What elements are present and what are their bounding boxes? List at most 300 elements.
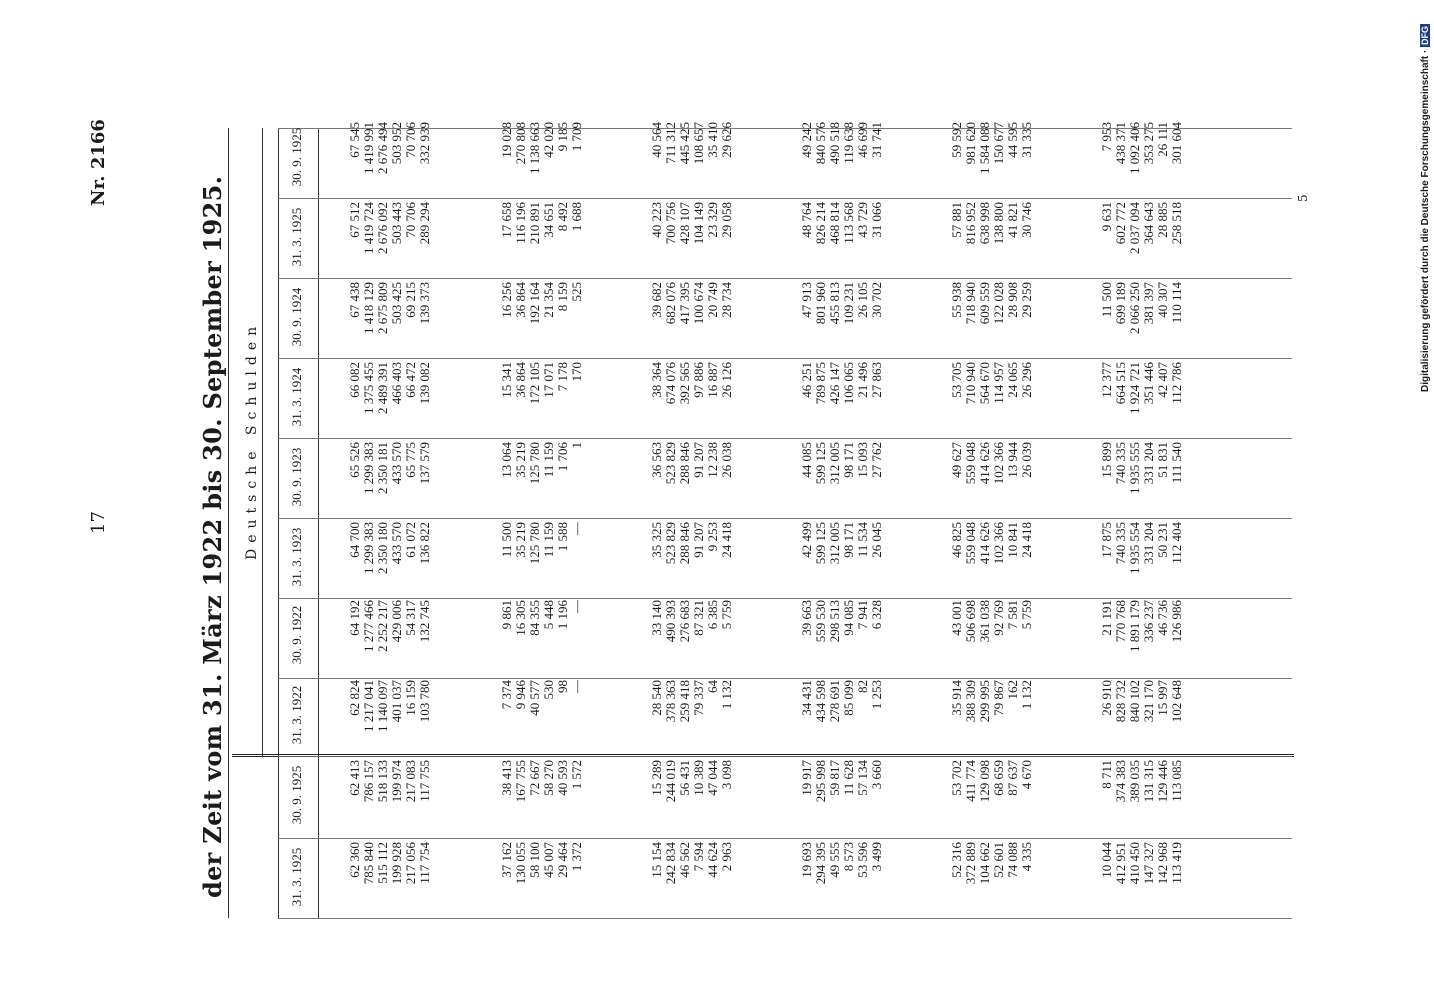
table-cell: 113 419 xyxy=(1169,842,1184,884)
table-cell: 53 596 xyxy=(855,842,870,878)
table-cell: 11 159 xyxy=(541,522,556,558)
table-cell: 100 674 xyxy=(691,282,706,325)
table-cell: 7 581 xyxy=(1005,600,1020,630)
table-cell: 87 637 xyxy=(1005,760,1020,796)
table-cell: 104 662 xyxy=(977,842,992,885)
table-cell: 26 126 xyxy=(719,362,734,398)
table-cell: 372 889 xyxy=(963,842,978,885)
table-cell: 16 305 xyxy=(513,600,528,636)
table-cell: 7 178 xyxy=(555,362,570,392)
footnote-mark: 5 xyxy=(1296,194,1310,202)
table-cell: 15 093 xyxy=(855,442,870,478)
table-cell: 1 706 xyxy=(555,442,570,472)
table-cell: 258 518 xyxy=(1169,202,1184,245)
header-rule-inner xyxy=(318,128,319,918)
table-cell: 503 952 xyxy=(389,122,404,165)
table-cell: 41 821 xyxy=(1005,202,1020,238)
table-cell: 699 189 xyxy=(1113,282,1128,325)
table-cell: 43 729 xyxy=(855,202,870,238)
table-cell: 52 601 xyxy=(991,842,1006,878)
table-cell: 19 028 xyxy=(499,122,514,158)
table-cell: 8 492 xyxy=(555,202,570,232)
table-cell: 59 592 xyxy=(949,122,964,158)
table-cell: 35 219 xyxy=(513,442,528,478)
table-cell: 11 159 xyxy=(541,442,556,478)
table-cell: 40 593 xyxy=(555,760,570,796)
table-cell: 785 840 xyxy=(361,842,376,885)
table-cell: 840 102 xyxy=(1127,680,1142,723)
table-cell: 97 886 xyxy=(691,362,706,398)
table-cell: 46 825 xyxy=(949,522,964,558)
table-cell: 37 162 xyxy=(499,842,514,878)
table-cell: 217 083 xyxy=(403,760,418,803)
table-cell: 55 938 xyxy=(949,282,964,318)
table-cell: 801 960 xyxy=(813,282,828,325)
table-cell: 840 576 xyxy=(813,122,828,165)
column-rule xyxy=(278,838,1292,839)
table-cell: 29 464 xyxy=(555,842,570,878)
table-cell: 167 755 xyxy=(513,760,528,803)
table-cell: 15 899 xyxy=(1099,442,1114,478)
table-cell: 49 555 xyxy=(827,842,842,878)
table-cell: 7 941 xyxy=(855,600,870,630)
table-cell: 298 513 xyxy=(827,600,842,643)
table-cell: 26 038 xyxy=(719,442,734,478)
table-cell: 828 732 xyxy=(1113,680,1128,723)
table-cell: 26 045 xyxy=(869,522,884,558)
table-cell: 29 259 xyxy=(1019,282,1034,318)
table-cell: 40 307 xyxy=(1155,282,1170,318)
table-cell: 138 800 xyxy=(991,202,1006,245)
table-cell: 26 039 xyxy=(1019,442,1034,478)
table-cell: 1 253 xyxy=(869,680,884,710)
document-number: Nr. 2166 xyxy=(88,119,109,206)
table-cell: 129 446 xyxy=(1155,760,1170,803)
table-cell: 125 780 xyxy=(527,442,542,485)
table-cell: 102 366 xyxy=(991,442,1006,485)
table-cell: 35 219 xyxy=(513,522,528,558)
table-cell: 67 438 xyxy=(347,282,362,318)
table-cell: 433 570 xyxy=(389,522,404,565)
table-cell: 9 861 xyxy=(499,600,514,630)
table-cell: 412 951 xyxy=(1113,842,1128,885)
table-cell: 114 957 xyxy=(991,362,1006,404)
table-cell: 49 242 xyxy=(799,122,814,158)
table-cell: — xyxy=(569,522,584,535)
table-cell: 57 881 xyxy=(949,202,964,238)
page-number: 17 xyxy=(88,511,109,534)
table-cell: 217 056 xyxy=(403,842,418,885)
table-cell: 351 446 xyxy=(1141,362,1156,405)
table-cell: 1 419 724 xyxy=(361,202,376,254)
table-cell: 664 515 xyxy=(1113,362,1128,405)
table-cell: 192 164 xyxy=(527,282,542,325)
table-cell: 1 299 383 xyxy=(361,442,376,494)
table-cell: 98 xyxy=(555,680,570,693)
table-cell: 4 670 xyxy=(1019,760,1034,790)
table-cell: 67 545 xyxy=(347,122,362,158)
digitization-credit xyxy=(1420,24,1431,392)
table-cell: 1 924 721 xyxy=(1127,362,1142,414)
table-cell: 321 170 xyxy=(1141,680,1156,723)
table-cell: 438 371 xyxy=(1113,122,1128,165)
table-cell: 92 769 xyxy=(991,600,1006,636)
column-header: 31. 3. 1925 xyxy=(289,847,304,907)
table-cell: 46 699 xyxy=(855,122,870,158)
table-cell: 28 908 xyxy=(1005,282,1020,318)
column-rule xyxy=(278,198,1292,199)
table-cell: 21 354 xyxy=(541,282,556,318)
table-cell: 490 393 xyxy=(663,600,678,643)
table-cell: 559 048 xyxy=(963,522,978,565)
table-cell: 68 659 xyxy=(991,760,1006,796)
table-cell: 24 065 xyxy=(1005,362,1020,398)
table-cell: 102 366 xyxy=(991,522,1006,565)
table-cell: 42 020 xyxy=(541,122,556,158)
column-rule xyxy=(278,358,1292,359)
table-cell: 433 570 xyxy=(389,442,404,485)
table-cell: 47 044 xyxy=(705,760,720,796)
table-cell: 36 864 xyxy=(513,282,528,318)
table-cell: 299 995 xyxy=(977,680,992,723)
table-cell: 137 579 xyxy=(417,442,432,485)
table-cell: 109 231 xyxy=(841,282,856,325)
table-cell: 609 559 xyxy=(977,282,992,325)
table-cell: 56 431 xyxy=(677,760,692,796)
table-cell: 332 939 xyxy=(417,122,432,165)
table-cell: 336 237 xyxy=(1141,600,1156,643)
table-cell: 16 159 xyxy=(403,680,418,716)
table-cell: 111 540 xyxy=(1169,442,1184,484)
table-cell: 1 217 041 xyxy=(361,680,376,732)
table-cell: 129 098 xyxy=(977,760,992,803)
table-cell: 142 968 xyxy=(1155,842,1170,885)
table-cell: 27 762 xyxy=(869,442,884,478)
table-cell: 53 702 xyxy=(949,760,964,796)
table-cell: 700 756 xyxy=(663,202,678,245)
table-cell: 112 786 xyxy=(1169,362,1184,404)
table-cell: 242 834 xyxy=(663,842,678,885)
table-cell: 1 572 xyxy=(569,760,584,790)
table-cell: 70 706 xyxy=(403,122,418,158)
table-cell: 468 814 xyxy=(827,202,842,245)
table-cell: 199 928 xyxy=(389,842,404,885)
table-cell: 388 309 xyxy=(963,680,978,723)
table-cell: 98 171 xyxy=(841,442,856,478)
table-cell: 740 335 xyxy=(1113,442,1128,485)
table-cell: 110 114 xyxy=(1169,282,1184,324)
table-cell: 15 154 xyxy=(649,842,664,878)
table-cell: 130 055 xyxy=(513,842,528,885)
table-cell: 62 413 xyxy=(347,760,362,796)
table-cell: 119 638 xyxy=(841,122,856,164)
table-cell: 1 092 406 xyxy=(1127,122,1142,174)
table-cell: 26 111 xyxy=(1155,122,1170,157)
table-cell: 59 817 xyxy=(827,760,842,796)
group-title-deutsche-schulden: Deutsche Schulden xyxy=(244,320,260,560)
table-cell: 414 626 xyxy=(977,442,992,485)
table-cell: 331 204 xyxy=(1141,442,1156,485)
table-cell: 40 564 xyxy=(649,122,664,158)
table-cell: 17 071 xyxy=(541,362,556,398)
table-cell: 518 133 xyxy=(375,760,390,803)
column-rule xyxy=(278,918,1292,919)
table-cell: 6 328 xyxy=(869,600,884,630)
table-cell: 711 312 xyxy=(663,122,678,164)
table-cell: 2 963 xyxy=(719,842,734,872)
table-cell: 24 418 xyxy=(1019,522,1034,558)
table-cell: 46 736 xyxy=(1155,600,1170,636)
table-cell: 301 604 xyxy=(1169,122,1184,165)
table-cell: 559 048 xyxy=(963,442,978,485)
table-cell: 1 418 129 xyxy=(361,282,376,334)
table-cell: 23 329 xyxy=(705,202,720,238)
table-cell: 1 588 xyxy=(555,522,570,552)
table-cell: 122 028 xyxy=(991,282,1006,325)
table-cell: 816 952 xyxy=(963,202,978,245)
table-cell: 789 875 xyxy=(813,362,828,405)
table-cell: 1 891 179 xyxy=(1127,600,1142,652)
column-rule xyxy=(278,678,1292,679)
table-cell: 98 171 xyxy=(841,522,856,558)
table-cell: 1 419 991 xyxy=(361,122,376,174)
table-cell: 136 822 xyxy=(417,522,432,565)
table-cell: 11 534 xyxy=(855,522,870,558)
table-cell: 85 099 xyxy=(841,680,856,716)
table-cell: 162 xyxy=(1005,680,1020,700)
table-cell: 6 385 xyxy=(705,600,720,630)
table-cell: 210 891 xyxy=(527,202,542,245)
table-cell: 11 500 xyxy=(1099,282,1114,318)
table-cell: 132 745 xyxy=(417,600,432,643)
table-cell: 34 431 xyxy=(799,680,814,716)
table-cell: 826 214 xyxy=(813,202,828,245)
table-cell: 74 088 xyxy=(1005,842,1020,878)
table-cell: 15 341 xyxy=(499,362,514,398)
table-cell: 26 910 xyxy=(1099,680,1114,716)
table-cell: 150 677 xyxy=(991,122,1006,165)
table-cell: 466 403 xyxy=(389,362,404,405)
table-cell: 9 631 xyxy=(1099,202,1114,232)
table-cell: 28 540 xyxy=(649,680,664,716)
table-cell: 54 317 xyxy=(403,600,418,636)
table-cell: 710 940 xyxy=(963,362,978,405)
table-cell: 125 780 xyxy=(527,522,542,565)
table-cell: 1 935 555 xyxy=(1127,442,1142,494)
table-cell: 19 693 xyxy=(799,842,814,878)
table-cell: 374 383 xyxy=(1113,760,1128,803)
table-cell: 147 327 xyxy=(1141,842,1156,885)
table-cell: 170 xyxy=(569,362,584,382)
table-cell: 15 289 xyxy=(649,760,664,796)
table-cell: 91 207 xyxy=(691,442,706,478)
table-cell: 1 196 xyxy=(555,600,570,630)
table-cell: 103 780 xyxy=(417,680,432,723)
table-cell: 36 563 xyxy=(649,442,664,478)
table-cell: 1 584 088 xyxy=(977,122,992,174)
table-cell: 66 082 xyxy=(347,362,362,398)
column-header: 31. 3. 1923 xyxy=(289,527,304,587)
table-cell: 43 001 xyxy=(949,600,964,636)
table-cell: 52 316 xyxy=(949,842,964,878)
table-cell: 35 325 xyxy=(649,522,664,558)
credit-text: Digitalisierung gefördert durch die Deutsche Forschungsgemeinschaft · xyxy=(1420,49,1431,392)
table-cell: 21 496 xyxy=(855,362,870,398)
table-cell: 428 107 xyxy=(677,202,692,245)
table-cell: 199 974 xyxy=(389,760,404,803)
table-cell: 523 829 xyxy=(663,442,678,485)
table-cell: 523 829 xyxy=(663,522,678,565)
table-cell: 31 335 xyxy=(1019,122,1034,158)
table-cell: 126 986 xyxy=(1169,600,1184,643)
table-cell: — xyxy=(569,680,584,693)
table-cell: 682 076 xyxy=(663,282,678,325)
table-cell: 62 824 xyxy=(347,680,362,716)
table-cell: 361 038 xyxy=(977,600,992,643)
table-cell: 259 418 xyxy=(677,680,692,723)
table-cell: 84 355 xyxy=(527,600,542,636)
table-cell: 38 413 xyxy=(499,760,514,796)
table-cell: 51 831 xyxy=(1155,442,1170,478)
table-cell: 17 658 xyxy=(499,202,514,238)
table-cell: 1 140 097 xyxy=(375,680,390,732)
table-cell: 2 675 809 xyxy=(375,282,390,334)
table-cell: 104 149 xyxy=(691,202,706,245)
table-cell: 434 598 xyxy=(813,680,828,723)
table-cell: 113 568 xyxy=(841,202,856,244)
table-cell: 16 887 xyxy=(705,362,720,398)
table-cell: 3 660 xyxy=(869,760,884,790)
table-cell: 58 270 xyxy=(541,760,556,796)
table-cell: 5 759 xyxy=(1019,600,1034,630)
column-rule xyxy=(278,598,1292,599)
table-top-rule xyxy=(228,128,229,918)
table-cell: 2 676 092 xyxy=(375,202,390,254)
page-title: der Zeit vom 31. März 1922 bis 30. September 1925. xyxy=(198,175,227,898)
table-cell: 1 372 xyxy=(569,842,584,872)
table-cell: 11 628 xyxy=(841,760,856,796)
table-cell: 38 364 xyxy=(649,362,664,398)
table-cell: 13 944 xyxy=(1005,442,1020,478)
table-cell: 45 007 xyxy=(541,842,556,878)
table-cell: 44 085 xyxy=(799,442,814,478)
table-cell: 8 711 xyxy=(1099,760,1114,789)
table-cell: 9 185 xyxy=(555,122,570,152)
table-cell: 46 562 xyxy=(677,842,692,878)
table-cell: 674 076 xyxy=(663,362,678,405)
table-cell: 64 700 xyxy=(347,522,362,558)
table-cell: 19 917 xyxy=(799,760,814,796)
table-cell: 20 749 xyxy=(705,282,720,318)
table-cell: 112 404 xyxy=(1169,522,1184,564)
table-cell: 276 683 xyxy=(677,600,692,643)
table-cell: 411 774 xyxy=(963,760,978,802)
table-cell: 5 759 xyxy=(719,600,734,630)
table-cell: 29 626 xyxy=(719,122,734,158)
table-cell: 21 191 xyxy=(1099,600,1114,636)
table-cell: 1 375 455 xyxy=(361,362,376,414)
table-cell: 53 705 xyxy=(949,362,964,398)
table-cell: 13 064 xyxy=(499,442,514,478)
table-cell: 503 425 xyxy=(389,282,404,325)
table-cell: 57 134 xyxy=(855,760,870,796)
column-header: 30. 9. 1923 xyxy=(289,447,304,507)
table-cell: 67 512 xyxy=(347,202,362,238)
table-cell: 70 706 xyxy=(403,202,418,238)
table-cell: 58 100 xyxy=(527,842,542,878)
table-cell: 559 530 xyxy=(813,600,828,643)
table-cell: 2 350 180 xyxy=(375,522,390,574)
table-cell: 1 709 xyxy=(569,122,584,152)
table-cell: 49 627 xyxy=(949,442,964,478)
table-cell: 9 253 xyxy=(705,522,720,552)
table-cell: 28 885 xyxy=(1155,202,1170,238)
table-cell: 786 157 xyxy=(361,760,376,803)
table-cell: 7 953 xyxy=(1099,122,1114,152)
table-cell: 381 397 xyxy=(1141,282,1156,325)
table-cell: 5 448 xyxy=(541,600,556,630)
table-cell: 602 772 xyxy=(1113,202,1128,245)
table-cell: 288 846 xyxy=(677,522,692,565)
column-rule xyxy=(278,438,1292,439)
table-cell: 599 125 xyxy=(813,522,828,565)
table-cell: 515 112 xyxy=(375,842,390,884)
table-cell: 108 657 xyxy=(691,122,706,165)
table-cell: 12 377 xyxy=(1099,362,1114,398)
column-header: 31. 3. 1925 xyxy=(289,207,304,267)
table-cell: 11 500 xyxy=(499,522,514,558)
table-cell: 42 407 xyxy=(1155,362,1170,398)
table-cell: 39 663 xyxy=(799,600,814,636)
table-cell: 740 335 xyxy=(1113,522,1128,565)
table-cell: 29 058 xyxy=(719,202,734,238)
table-cell: 35 914 xyxy=(949,680,964,716)
table-cell: 91 207 xyxy=(691,522,706,558)
table-cell: 1 935 554 xyxy=(1127,522,1142,574)
table-cell: 2 037 094 xyxy=(1127,202,1142,254)
table-cell: 94 085 xyxy=(841,600,856,636)
table-cell: 61 072 xyxy=(403,522,418,558)
header-rule-outer xyxy=(278,128,279,918)
table-cell: 525 xyxy=(569,282,584,302)
dfg-logo: DFG xyxy=(1420,25,1430,45)
column-rule xyxy=(278,278,1292,279)
table-cell: 294 395 xyxy=(813,842,828,885)
table-cell: 34 651 xyxy=(541,202,556,238)
table-cell: 12 238 xyxy=(705,442,720,478)
table-cell: 82 xyxy=(855,680,870,693)
table-cell: 455 813 xyxy=(827,282,842,325)
table-cell: 31 741 xyxy=(869,122,884,158)
table-cell: 46 251 xyxy=(799,362,814,398)
table-cell: 506 698 xyxy=(963,600,978,643)
table-cell: 564 670 xyxy=(977,362,992,405)
table-cell: 4 335 xyxy=(1019,842,1034,872)
column-header: 30. 9. 1924 xyxy=(289,287,304,347)
table-cell: 7 594 xyxy=(691,842,706,872)
table-cell: 62 360 xyxy=(347,842,362,878)
table-cell: 48 764 xyxy=(799,202,814,238)
table-cell: 331 204 xyxy=(1141,522,1156,565)
table-cell: 417 395 xyxy=(677,282,692,325)
table-cell: 312 005 xyxy=(827,442,842,485)
table-cell: 10 389 xyxy=(691,760,706,796)
table-cell: 50 231 xyxy=(1155,522,1170,558)
table-cell: 312 005 xyxy=(827,522,842,565)
table-cell: 2 252 217 xyxy=(375,600,390,652)
table-cell: 113 085 xyxy=(1169,760,1184,802)
table-cell: 638 998 xyxy=(977,202,992,245)
